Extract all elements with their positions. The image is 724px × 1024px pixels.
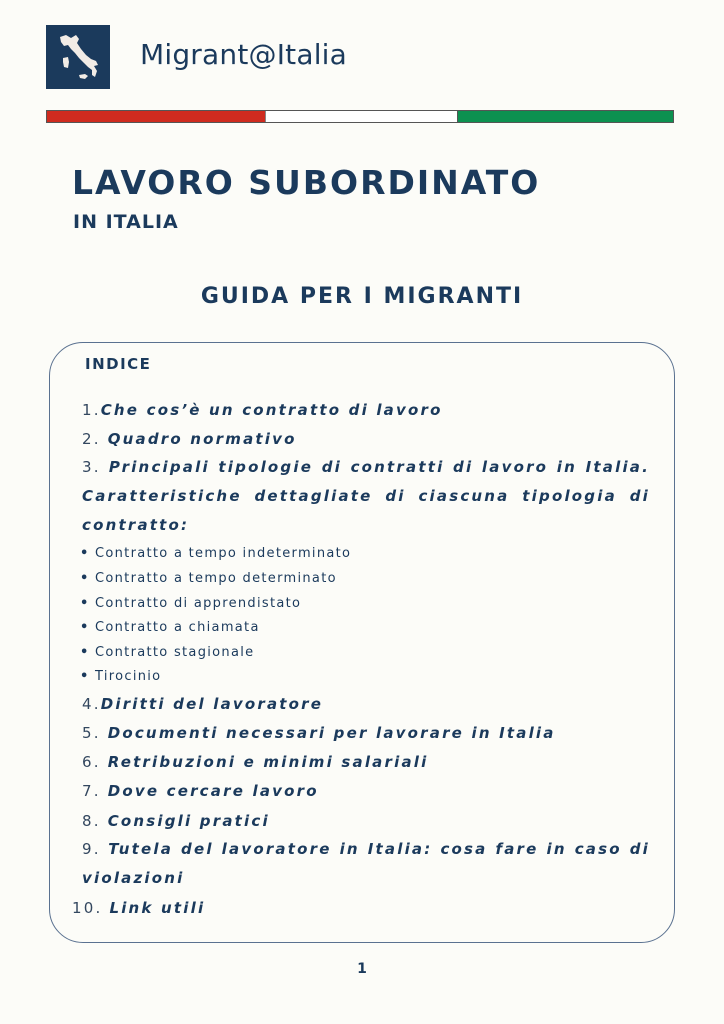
toc-number: 8.	[82, 812, 101, 830]
toc-subitem[interactable]	[80, 620, 260, 635]
toc-item[interactable]	[82, 695, 323, 713]
toc-label: Documenti necessari per lavorare in Italia	[107, 724, 556, 742]
index-heading: INDICE	[85, 355, 152, 373]
bullet-icon: •	[80, 571, 90, 586]
toc-label: Tutela del lavoratore in Italia: cosa fare in caso di violazioni	[82, 840, 651, 887]
toc-number: 1.	[82, 401, 101, 419]
toc-label: Che cos’è un contratto di lavoro	[100, 401, 443, 419]
toc-subitem-label: Contratto stagionale	[95, 645, 255, 660]
toc-label: Dove cercare lavoro	[107, 782, 319, 800]
toc-label: Link utili	[109, 899, 206, 917]
italy-map-icon	[46, 25, 110, 89]
toc-subitem-label: Contratto a tempo determinato	[95, 571, 337, 586]
toc-subitem-label: Contratto a tempo indeterminato	[95, 546, 352, 561]
toc-item[interactable]	[82, 724, 556, 742]
bullet-icon: •	[80, 620, 90, 635]
toc-number: 10.	[72, 899, 103, 917]
toc-item[interactable]	[82, 430, 297, 448]
toc-subitem-label: Contratto di apprendistato	[95, 596, 302, 611]
bullet-icon: •	[80, 645, 90, 660]
toc-number: 9.	[82, 840, 101, 858]
toc-label: Diritti del lavoratore	[100, 695, 324, 713]
toc-subitem[interactable]	[80, 596, 301, 611]
toc-item[interactable]	[82, 835, 650, 893]
toc-subitem[interactable]	[80, 546, 351, 561]
toc-label: Retribuzioni e minimi salariali	[107, 753, 429, 771]
guide-heading: GUIDA PER I MIGRANTI	[200, 284, 524, 309]
flag-white-segment	[265, 111, 458, 122]
flag-green-segment	[458, 111, 673, 122]
toc-subitem-label: Tirocinio	[95, 669, 162, 684]
toc-item[interactable]	[82, 812, 270, 830]
toc-item[interactable]	[82, 782, 319, 800]
bullet-icon: •	[80, 669, 90, 684]
brand-name: Migrant@Italia	[140, 38, 348, 71]
toc-number: 2.	[82, 430, 101, 448]
page-subtitle: IN ITALIA	[73, 211, 179, 233]
toc-subitem-label: Contratto a chiamata	[95, 620, 260, 635]
toc-subitem[interactable]	[80, 669, 161, 684]
toc-item[interactable]	[82, 453, 650, 540]
page-title: LAVORO SUBORDINATO	[72, 163, 541, 202]
toc-number: 4.	[82, 695, 101, 713]
toc-number: 5.	[82, 724, 101, 742]
toc-label: Quadro normativo	[107, 430, 297, 448]
page-number: 1	[357, 961, 367, 977]
toc-number: 7.	[82, 782, 101, 800]
logo	[46, 25, 110, 89]
toc-item[interactable]	[82, 753, 428, 771]
toc-number: 6.	[82, 753, 101, 771]
toc-item[interactable]	[82, 401, 443, 419]
toc-subitem[interactable]	[80, 571, 337, 586]
toc-number: 3.	[82, 458, 101, 476]
toc-item[interactable]	[72, 899, 205, 917]
bullet-icon: •	[80, 546, 90, 561]
bullet-icon: •	[80, 596, 90, 611]
italian-flag-bar	[46, 110, 674, 123]
toc-label: Consigli pratici	[107, 812, 270, 830]
toc-label: Principali tipologie di contratti di lavoro in Italia. Caratteristiche dettagliate di ciascuna tipologia di contratto:	[82, 458, 651, 534]
toc-subitem[interactable]	[80, 645, 254, 660]
flag-red-segment	[47, 111, 265, 122]
